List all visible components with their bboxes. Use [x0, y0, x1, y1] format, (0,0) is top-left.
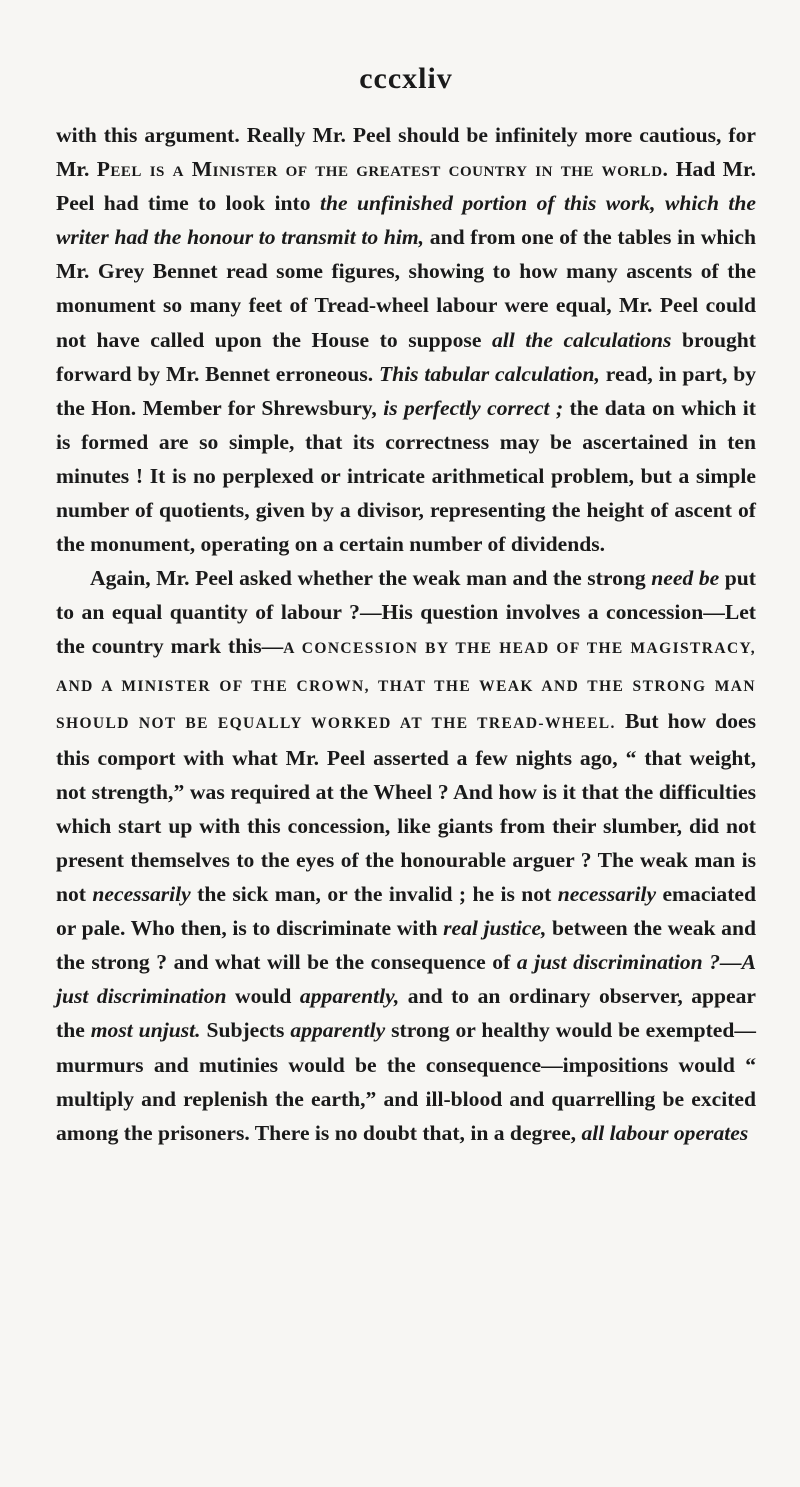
italic-text: most unjust.	[90, 1018, 201, 1043]
italic-text: necessarily	[557, 882, 657, 907]
italic-text: is perfectly correct ;	[383, 395, 564, 420]
text-run: emaciated or pale. Who then, is to discriminate with	[56, 882, 756, 941]
text-run: would	[226, 984, 300, 1009]
italic-text: all labour operates	[581, 1120, 749, 1145]
text-run: But how does this comport with what Mr. Peel asserted a few nights ago, “ that weight, not strength,” was required at the Wheel ? And how is it that the difficulties which start up with this concession, like giants from their slumber, did not present themselves to the eyes of the honourable arguer ? The weak man is not	[56, 708, 756, 907]
italic-text: a just discrimination ?—A just discrimination	[56, 950, 757, 1009]
text-run: brought forward by Mr. Bennet erroneous.	[56, 327, 756, 386]
text-run: strong or healthy would be exempted—murmurs and mutinies would be the consequence—impositions would “ multiply and replenish the earth,” and ill-blood and quarrelling be excited among the prisoners. There is no doubt that, in a degree,	[56, 1018, 756, 1145]
text-run: and from one of the tables in which Mr. Grey Bennet read some figures, showing to how many ascents of the monument so many feet of Tread-wheel labour were equal, Mr. Peel could not have called upon the House to suppose	[56, 225, 756, 352]
text-run: with this argument. Really Mr. Peel should be infinitely more cautious, for Mr.	[56, 123, 756, 182]
small-caps-text: A CONCESSION BY THE HEAD OF THE MAGISTRACY, AND A MINISTER OF THE CROWN, THAT THE WEAK AND THE STRONG MAN SHOULD NOT BE EQUALLY WORKED AT THE TREAD-WHEEL.	[56, 640, 756, 732]
text-run: read, in part, by the Hon. Member for Shrewsbury,	[56, 361, 756, 420]
italic-text: necessarily	[92, 882, 191, 907]
italic-text: real justice,	[443, 916, 547, 941]
text-run: and to an ordinary observer, appear the	[56, 984, 756, 1043]
small-caps-text: Peel is a Minister of the greatest country in the world.	[96, 157, 669, 182]
italic-text: apparently	[290, 1018, 386, 1043]
page-number: cccxliv	[359, 62, 453, 95]
text-run: Subjects	[200, 1018, 291, 1043]
paragraph	[56, 561, 756, 1150]
text-run: between the weak and the strong ? and what will be the consequence of	[56, 916, 756, 975]
text-run: put to an equal quantity of labour ?—His question involves a concession—Let the country mark this—	[56, 566, 756, 659]
italic-text: This tabular calculation,	[378, 361, 600, 386]
italic-text: apparently,	[299, 984, 400, 1009]
italic-text: all the calculations	[491, 327, 672, 352]
italic-text: the unfinished portion of this work, which the writer had the honour to transmit to him,	[56, 191, 756, 250]
paragraph	[56, 118, 756, 561]
text-run: the sick man, or the invalid ; he is not	[190, 882, 558, 907]
text-run: Again, Mr. Peel asked whether the weak man and the strong	[90, 566, 652, 591]
text-run: the data on which it is formed are so simple, that its correctness may be ascertained in ten minutes ! It is no perplexed or intricate arithmetical problem, but a simple number of quotients, given by a divisor, representing the height of ascent of the monument, operating on a certain number of dividends.	[56, 395, 757, 557]
italic-text: need be	[651, 566, 720, 591]
body-text	[56, 118, 756, 1150]
text-run: Had Mr. Peel had time to look into	[56, 157, 756, 216]
